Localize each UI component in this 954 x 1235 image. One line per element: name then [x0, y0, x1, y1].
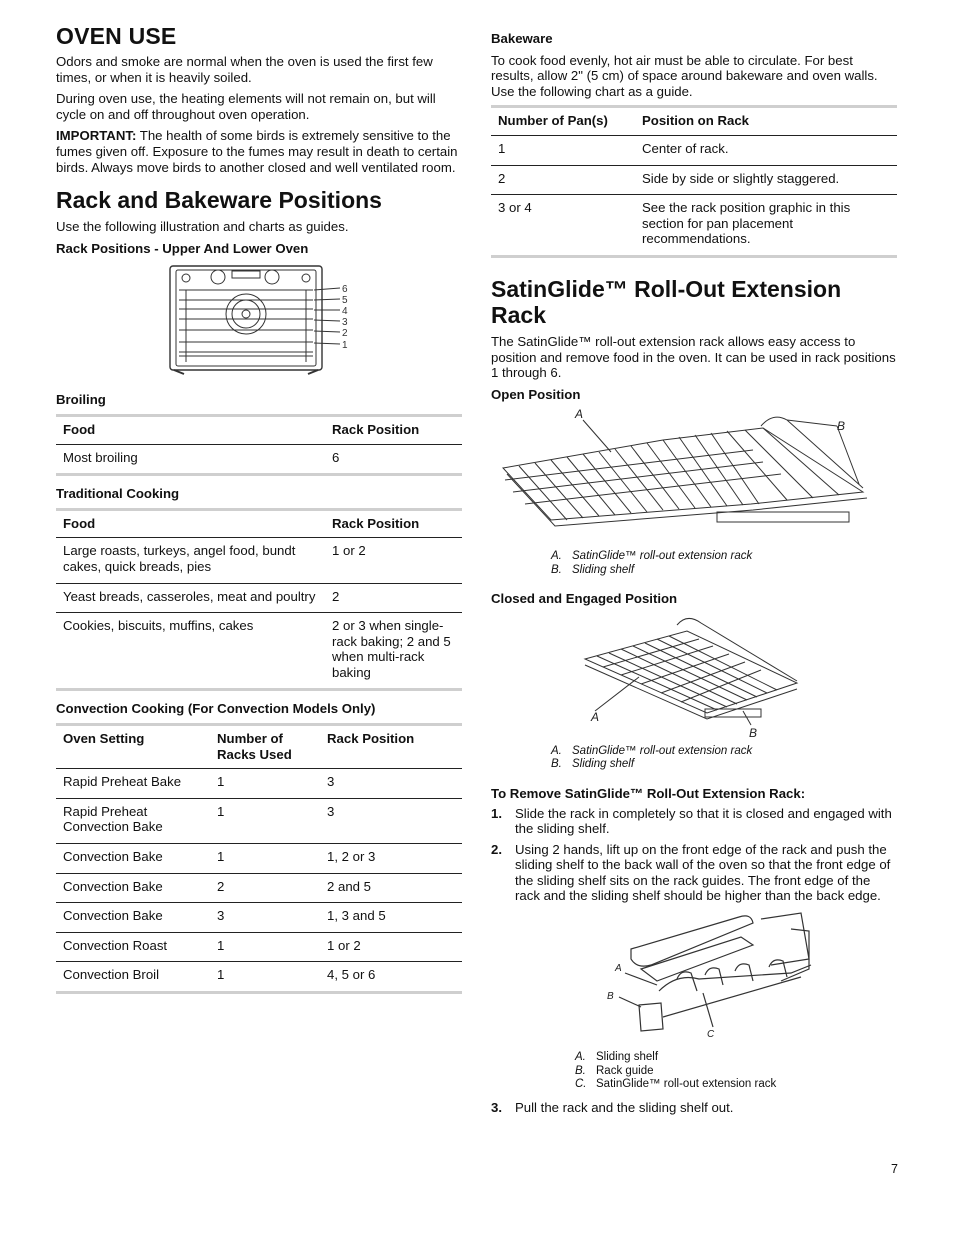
list-item [491, 1100, 897, 1116]
list-item [491, 842, 897, 904]
caption-key: C. [575, 1078, 587, 1091]
table-cell: Cookies, biscuits, muffins, cakes [63, 618, 254, 634]
table-row [56, 798, 462, 843]
closed-rack-outline [585, 631, 797, 713]
open-caption [551, 550, 897, 577]
caption-key: A. [551, 744, 562, 757]
caption-value: Rack guide [596, 1064, 654, 1077]
broiling-table [56, 414, 462, 476]
caption-key: A. [575, 1051, 586, 1064]
detail-label-b: B [607, 991, 614, 1003]
table-cell: 1 [217, 849, 225, 865]
table-row [56, 903, 462, 933]
col-header: Food [63, 515, 96, 531]
open-label-b: B [837, 419, 846, 434]
important-text: The health of some birds is extremely sensitive to the fumes given off. Exposure to the fumes may result in death to certain birds. Always move birds to another closed and well ventilated room. [56, 128, 458, 175]
table-row [56, 613, 462, 690]
table-cell: 3 [217, 908, 225, 924]
col-header: Food [63, 421, 96, 437]
remove-step-3 [491, 1100, 897, 1116]
table-cell: Convection Bake [63, 878, 163, 894]
table-cell: Convection Bake [63, 908, 163, 924]
table-cell: 1 [498, 140, 506, 156]
table-row [491, 165, 897, 195]
list-item [491, 806, 897, 837]
rack-num-5: 5 [342, 295, 348, 307]
oven-use-p1: Odors and smoke are normal when the oven is used the first few times, or when it is heavily soiled. [56, 54, 433, 85]
table-cell: 3 [327, 803, 335, 819]
left-column [56, 22, 462, 994]
bakeware-text: To cook food evenly, hot air must be able to circulate. For best results, allow 2" (5 cm) of space around bakeware and oven walls. Use the following chart as a guide. [491, 52, 878, 99]
table-cell: Rapid Preheat Bake [63, 774, 182, 790]
table-row [56, 583, 462, 613]
important-label: IMPORTANT: [56, 128, 137, 144]
table-cell: Rapid Preheat Convection Bake [63, 803, 163, 835]
table-cell: 1 [217, 937, 225, 953]
caption-row [551, 564, 897, 578]
caption-row [575, 1078, 897, 1092]
table-cell: 2 [332, 588, 340, 604]
table-cell: 4, 5 or 6 [327, 967, 376, 983]
convection-table [56, 723, 462, 994]
convection-title: Convection Cooking (For Convection Models Only) [56, 701, 376, 717]
table-cell: 1 [217, 774, 225, 790]
col-header: Number of Pan(s) [498, 113, 608, 129]
table-cell: Convection Bake [63, 849, 163, 865]
caption-key: B. [551, 758, 562, 771]
rack-guide-part [639, 1003, 663, 1031]
step-text: Using 2 hands, lift up on the front edge of the rack and push the sliding shelf to the back wall of the oven so that the front edge of the sliding shelf sits on the rack guides. The front edge of the rack and the sliding shelf should be higher than the back edge. [515, 841, 891, 904]
table-row [56, 844, 462, 874]
caption-row [551, 745, 897, 759]
rack-diagram-title: Rack Positions - Upper And Lower Oven [56, 240, 309, 256]
col-header: Rack Position [327, 731, 415, 747]
rack-num-6: 6 [342, 284, 348, 296]
detail-label-c: C [707, 1029, 715, 1041]
table-cell: 1 [217, 803, 225, 819]
caption-key: B. [575, 1064, 586, 1077]
table-cell: 1 [217, 967, 225, 983]
caption-value: Sliding shelf [596, 1051, 659, 1064]
remove-title: To Remove SatinGlide™ Roll-Out Extension Rack: [491, 785, 806, 801]
table-cell: Yeast breads, casseroles, meat and poultry [63, 588, 316, 604]
caption-value: SatinGlide™ roll-out extension rack [572, 550, 753, 563]
caption-value: SatinGlide™ roll-out extension rack [572, 744, 753, 757]
traditional-table [56, 508, 462, 692]
table-cell: See the rack position graphic in this section for pan placement recommendations. [642, 200, 851, 247]
table-cell: 1, 3 and 5 [327, 908, 386, 924]
table-cell: 2 [498, 170, 506, 186]
right-column [491, 31, 897, 1120]
table-cell: 6 [332, 449, 340, 465]
table-cell: 2 and 5 [327, 878, 371, 894]
closed-position-diagram [491, 613, 897, 743]
rack-num-3: 3 [342, 317, 348, 329]
broiling-title: Broiling [56, 392, 106, 408]
table-cell: Most broiling [63, 449, 138, 465]
caption-row [575, 1065, 897, 1079]
table-cell: 1 or 2 [332, 543, 366, 559]
table-cell: 2 [217, 878, 225, 894]
rack-positions-title: Rack and Bakeware Positions [56, 187, 382, 214]
open-position-title: Open Position [491, 386, 581, 402]
table-cell: Convection Roast [63, 937, 168, 953]
rack-num-1: 1 [342, 340, 348, 352]
col-header: Number of Racks Used [217, 731, 292, 762]
remove-steps [491, 806, 897, 905]
step-number: 1. [491, 805, 502, 821]
col-header: Rack Position [332, 421, 420, 437]
rack-positions-intro: Use the following illustration and charts as guides. [56, 219, 349, 235]
col-header: Rack Position [332, 515, 420, 531]
table-row [491, 135, 897, 165]
oven-use-title: OVEN USE [56, 23, 177, 49]
col-header: Position on Rack [642, 113, 749, 129]
sliding-shelf-part [631, 916, 753, 966]
traditional-title: Traditional Cooking [56, 486, 180, 502]
bakeware-title: Bakeware [491, 31, 553, 46]
closed-position-title: Closed and Engaged Position [491, 591, 678, 607]
caption-value: Sliding shelf [572, 563, 635, 576]
table-cell: 2 or 3 when single-rack baking; 2 and 5 when multi-rack baking [332, 618, 451, 680]
caption-value: Sliding shelf [572, 758, 635, 771]
page-number: 7 [891, 1162, 898, 1176]
bakeware-table [491, 105, 897, 258]
satinglide-intro: The SatinGlide™ roll-out extension rack allows easy access to position and remove food in the oven. It can be used in rack positions 1 through 6. [491, 333, 896, 381]
table-cell: Convection Broil [63, 967, 160, 983]
table-cell: Large roasts, turkeys, angel food, bundt cakes, quick breads, pies [63, 543, 296, 574]
step-number: 2. [491, 841, 502, 857]
table-cell: Center of rack. [642, 140, 729, 156]
table-cell: 1, 2 or 3 [327, 849, 376, 865]
oven-rack-diagram [56, 262, 462, 380]
satinglide-title: SatinGlide™ Roll-Out Extension Rack [491, 275, 842, 328]
important-note [56, 128, 462, 175]
rack-num-2: 2 [342, 328, 348, 340]
step-text: Slide the rack in completely so that it is closed and engaged with the sliding shelf. [515, 805, 892, 837]
table-row [56, 962, 462, 993]
caption-value: SatinGlide™ roll-out extension rack [596, 1078, 777, 1091]
table-cell: 1 or 2 [327, 937, 361, 953]
open-label-a: A [575, 408, 584, 422]
rack-guide-detail-diagram [491, 909, 897, 1049]
detail-label-a: A [615, 963, 622, 975]
table-row [56, 769, 462, 799]
table-cell: Side by side or slightly staggered. [642, 170, 840, 186]
step-number: 3. [491, 1099, 502, 1115]
caption-key: B. [551, 563, 562, 576]
closed-label-a: A [591, 709, 600, 724]
step-text: Pull the rack and the sliding shelf out. [515, 1099, 734, 1115]
table-row [56, 873, 462, 903]
open-position-diagram [491, 408, 897, 548]
rack-num-4: 4 [342, 306, 348, 318]
col-header: Oven Setting [63, 731, 145, 747]
closed-label-b: B [749, 725, 758, 740]
caption-key: A. [551, 550, 562, 563]
table-row [491, 195, 897, 257]
table-row [56, 444, 462, 475]
oven-use-p2: During oven use, the heating elements will not remain on, but will cycle on and off throughout oven operation. [56, 91, 436, 122]
sliding-shelf-rail [717, 512, 849, 522]
caption-row [575, 1051, 897, 1065]
table-cell: 3 or 4 [498, 200, 532, 216]
table-cell: 3 [327, 774, 335, 790]
table-row [56, 538, 462, 583]
closed-caption [551, 745, 897, 772]
detail-caption [575, 1051, 897, 1092]
table-row [56, 932, 462, 962]
caption-row [551, 758, 897, 772]
caption-row [551, 550, 897, 564]
